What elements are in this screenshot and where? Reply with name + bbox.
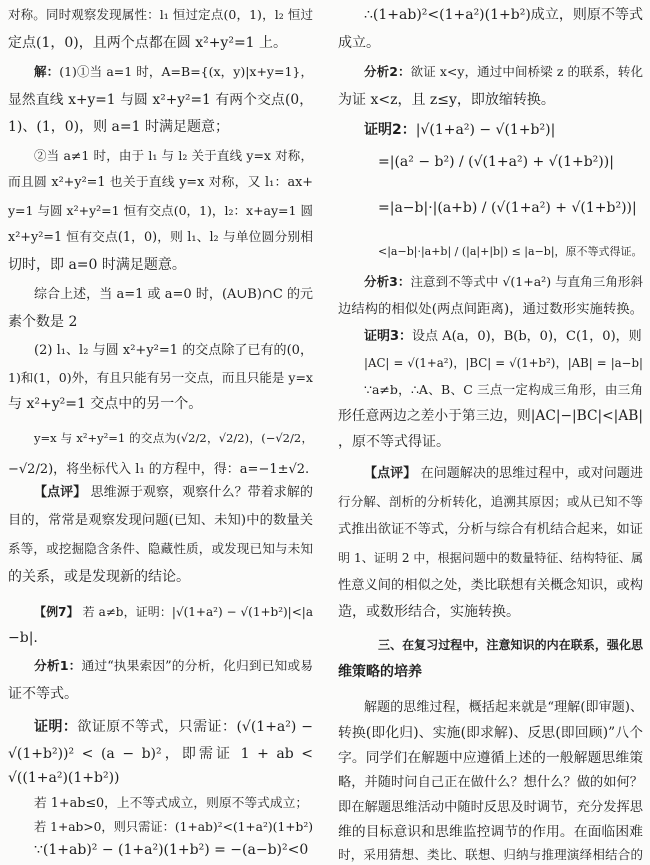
line-text: 明 1、证明 2 中，根据问题中的数量特征、结构特征、属 bbox=[338, 551, 643, 565]
line-text: (1)①当 a=1 时，A=B={(x，y)|x+y=1}， bbox=[59, 64, 313, 79]
line-text: 若 a≠b，证明：|√(1+a²) − √(1+b²)|<|a bbox=[78, 605, 313, 619]
line-text: 为证 x<z，且 z≤y，即放缩转换。 bbox=[338, 92, 555, 108]
text-line bbox=[8, 368, 313, 388]
text-line bbox=[34, 717, 313, 737]
line-text: 证不等式。 bbox=[8, 686, 78, 702]
line-text: <|a−b|·|a+b| / (|a|+|b|) ≤ |a−b|，原不等式得证。 bbox=[378, 245, 643, 258]
text-line bbox=[8, 117, 313, 137]
line-text: 若 1+ab≤0，上不等式成立，则原不等式成立； bbox=[34, 796, 309, 811]
line-text: 性意义间的相似之处，类比联想有关概念知识，或构 bbox=[338, 578, 643, 593]
text-line bbox=[364, 464, 643, 484]
text-line bbox=[338, 798, 643, 818]
right-column bbox=[338, 0, 644, 862]
line-text: ∵(1+ab)² − (1+a²)(1+b²) = −(a−b)²<0 bbox=[34, 842, 309, 858]
text-line bbox=[8, 684, 313, 704]
text-line bbox=[378, 152, 643, 172]
line-text: 成立。 bbox=[338, 35, 380, 51]
line-text: =|a−b|·|(a+b) / (√(1+a²) + √(1+b²))| bbox=[378, 200, 637, 216]
line-text: 维策略的培养 bbox=[338, 664, 422, 680]
text-line bbox=[364, 272, 643, 292]
text-line bbox=[364, 5, 643, 25]
text-line bbox=[338, 773, 643, 793]
section-heading-line bbox=[378, 635, 643, 655]
line-text: 思维源于观察，观察什么？带着求解的 bbox=[86, 485, 313, 500]
line-text: 欲证原不等式，只需证：(√(1+a²) − bbox=[77, 719, 313, 735]
bold-label: 【点评】 bbox=[34, 485, 87, 500]
text-line bbox=[8, 394, 313, 414]
text-line bbox=[8, 201, 313, 221]
text-line bbox=[34, 817, 313, 837]
text-line bbox=[8, 628, 313, 648]
line-text: 综合上述，当 a=1 或 a=0 时，(A∪B)∩C 的元 bbox=[34, 287, 313, 302]
line-text: 解题的思维过程，概括起来就是“理解(即审题)、 bbox=[364, 700, 643, 715]
line-text: =|(a² − b²) / (√(1+a²) + √(1+b²))| bbox=[378, 154, 614, 170]
line-text: 时，采用猜想、类比、联想、归纳与推理演绎相结合的 bbox=[338, 847, 643, 862]
line-text: ，原不等式得证。 bbox=[338, 434, 450, 450]
text-line bbox=[338, 822, 643, 842]
text-line bbox=[338, 406, 643, 426]
text-line bbox=[34, 341, 313, 361]
text-line bbox=[378, 242, 643, 262]
line-text: −b|. bbox=[8, 630, 38, 646]
line-text: 定点(1，0)，且两个点都在圆 x²+y²=1 上。 bbox=[8, 35, 288, 51]
left-column bbox=[8, 0, 313, 859]
bold-label: 分析3： bbox=[364, 274, 411, 289]
text-line bbox=[8, 90, 313, 110]
text-line bbox=[364, 120, 643, 140]
text-line bbox=[338, 33, 643, 53]
line-text: 切时，即 a=0 时满足题意。 bbox=[8, 257, 186, 273]
line-text: 若 1+ab>0，则只需证：(1+ab)²<(1+a²)(1+b²) bbox=[34, 820, 314, 834]
line-text: y=1 与圆 x²+y²=1 恒有交点(0，1)，l₂：x+ay=1 圆 bbox=[8, 203, 313, 218]
text-line bbox=[338, 492, 643, 512]
text-line bbox=[338, 748, 643, 768]
text-line bbox=[8, 744, 313, 764]
text-line bbox=[8, 255, 313, 275]
text-line bbox=[364, 62, 643, 82]
line-text: −√2/2)，将坐标代入 l₁ 的方程中，得：a=−1±√2. bbox=[8, 462, 310, 477]
line-text: 行分解、剖析的分析转化，追溯其原因；或从已知不等 bbox=[338, 494, 643, 509]
text-line bbox=[364, 327, 643, 347]
bold-label: 分析1： bbox=[34, 659, 82, 674]
text-line bbox=[338, 576, 643, 596]
line-text: 字。同学们在解题中应遵循上述的一般解题思维策 bbox=[338, 750, 643, 766]
text-line bbox=[8, 567, 313, 587]
text-line bbox=[8, 460, 313, 480]
text-line bbox=[338, 723, 643, 743]
bold-label: 证明2： bbox=[364, 122, 416, 138]
line-text: √(1+b²))² < (a − b)²，即需证 1 + ab < bbox=[8, 746, 313, 762]
line-text: 注意到不等式中 √(1+a²) 与直角三角形斜 bbox=[410, 274, 643, 289]
text-line bbox=[8, 33, 313, 53]
line-text: 转换(即化归)、实施(即求解)、反思(即回顾)”八个 bbox=[338, 725, 643, 741]
text-line bbox=[34, 285, 313, 305]
text-line bbox=[34, 62, 313, 82]
line-text: (2) l₁、l₂ 与圆 x²+y²=1 的交点除了已有的(0， bbox=[34, 343, 313, 358]
bold-label: 解： bbox=[34, 64, 60, 79]
line-text: 三、在复习过程中，注意知识的内在联系，强化思 bbox=[378, 638, 643, 652]
line-text: 目的，常常是观察发现问题(已知、未知)中的数量关 bbox=[8, 513, 313, 528]
line-text: 通过“执果索因”的分析，化归到已知或易 bbox=[81, 659, 313, 674]
line-text: 素个数是 2 bbox=[8, 314, 78, 330]
line-text: y=x 与 x²+y²=1 的交点为(√2/2，√2/2)，(−√2/2， bbox=[34, 431, 313, 445]
line-text: 式推出欲证不等式，分析与综合有机结合起来，如证 bbox=[338, 522, 643, 537]
line-text: |AC| = √(1+a²)，|BC| = √(1+b²)，|AB| = |a−b| bbox=[364, 356, 643, 370]
text-line bbox=[338, 548, 643, 568]
bold-label: 【点评】 bbox=[364, 466, 417, 481]
bold-label: 【例7】 bbox=[34, 605, 79, 619]
text-line bbox=[8, 173, 313, 193]
text-line bbox=[8, 5, 313, 25]
text-line bbox=[338, 300, 643, 320]
line-text: ②当 a≠1 时，由于 l₁ 与 l₂ 关于直线 y=x 对称， bbox=[34, 148, 313, 163]
text-line bbox=[8, 539, 313, 559]
line-text: 的关系，或是发现新的结论。 bbox=[8, 569, 190, 585]
line-text: 即在解题思维活动中随时反思及时调节，充分发挥思 bbox=[338, 800, 643, 815]
bold-label: 证明3： bbox=[364, 329, 413, 344]
text-line bbox=[34, 428, 313, 448]
text-line bbox=[34, 657, 313, 677]
text-line bbox=[34, 602, 313, 622]
text-line bbox=[34, 483, 313, 503]
line-text: 设点 A(a，0)，B(b，0)，C(1，0)，则 bbox=[412, 329, 642, 344]
line-text: ∵a≠b，∴A、B、C 三点一定构成三角形，由三角 bbox=[364, 382, 643, 397]
line-text: 在问题解决的思维过程中，或对问题进 bbox=[416, 466, 643, 481]
section-heading-line bbox=[338, 662, 643, 682]
line-text: 1)、(1，0)，则 a=1 时满足题意； bbox=[8, 119, 229, 135]
text-line bbox=[34, 840, 313, 860]
text-line bbox=[338, 90, 643, 110]
text-line bbox=[378, 198, 643, 218]
line-text: 边结构的相似处(两点间距离)，通过数形实施转换。 bbox=[338, 302, 643, 317]
text-line bbox=[364, 380, 643, 400]
line-text: 欲证 x<y，通过中间桥梁 z 的联系，转化 bbox=[410, 64, 644, 79]
line-text: 而且圆 x²+y²=1 也关于直线 y=x 对称，又 l₁：ax+ bbox=[8, 175, 313, 190]
text-line bbox=[338, 602, 643, 622]
line-text: 系等，或挖掘隐含条件、隐藏性质，或发现已知与未知 bbox=[8, 541, 313, 556]
text-line bbox=[338, 845, 643, 865]
text-line bbox=[34, 794, 313, 814]
text-line bbox=[338, 520, 643, 540]
text-line bbox=[338, 432, 643, 452]
line-text: 造，或数形结合，实施转换。 bbox=[338, 604, 520, 620]
line-text: 对称。同时观察发现属性：l₁ 恒过定点(0，1)，l₂ 恒过 bbox=[8, 7, 313, 22]
text-line bbox=[364, 353, 643, 373]
line-text: 显然直线 x+y=1 与圆 x²+y²=1 有两个交点(0， bbox=[8, 92, 313, 108]
line-text: 略，并随时问自己正在做什么？想什么？做的如何？ bbox=[338, 775, 643, 790]
text-line bbox=[8, 228, 313, 248]
line-text: ∴(1+ab)²<(1+a²)(1+b²)成立，则原不等式 bbox=[364, 7, 643, 23]
line-text: |√(1+a²) − √(1+b²)| bbox=[415, 122, 556, 138]
text-line bbox=[8, 768, 313, 788]
bold-label: 证明： bbox=[34, 719, 78, 735]
line-text: √((1+a²)(1+b²)) bbox=[8, 770, 120, 786]
line-text: 1)和(1，0)外，有且只能有另一交点，而且只能是 y=x bbox=[8, 370, 313, 385]
text-line bbox=[8, 511, 313, 531]
line-text: 形任意两边之差小于第三边，则|AC|−|BC|<|AB| bbox=[338, 408, 643, 424]
text-line bbox=[34, 146, 313, 166]
line-text: x²+y²=1 恒有交点(1，0)，则 l₁、l₂ 与单位圆分别相 bbox=[8, 230, 313, 245]
text-line bbox=[364, 698, 643, 718]
line-text: 维的目标意识和思维监控调节的作用。在面临困难 bbox=[338, 824, 643, 840]
line-text: 与 x²+y²=1 交点中的另一个。 bbox=[8, 396, 203, 412]
text-line bbox=[8, 312, 313, 332]
bold-label: 分析2： bbox=[364, 64, 411, 79]
